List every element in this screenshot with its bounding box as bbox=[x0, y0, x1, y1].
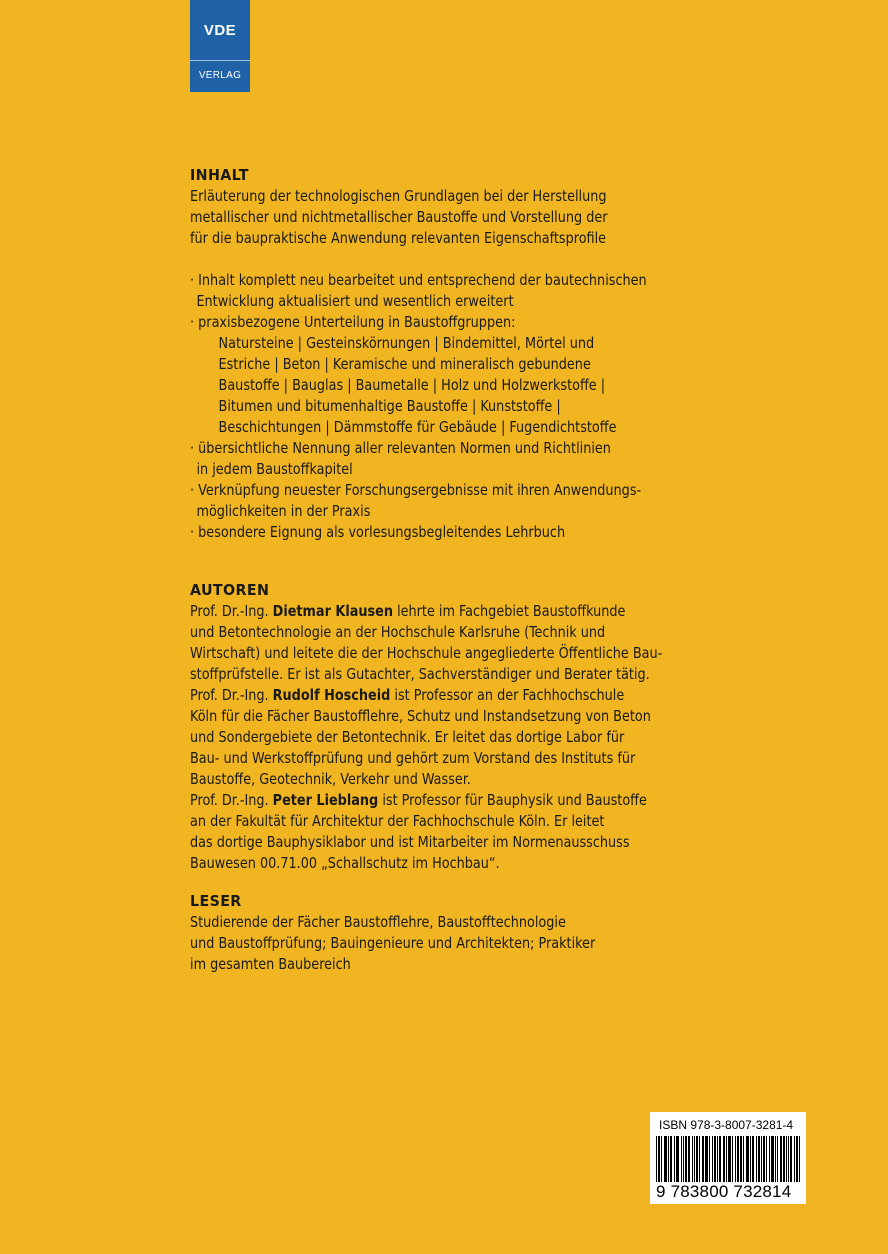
leser-section bbox=[190, 891, 750, 975]
barcode-bar bbox=[788, 1136, 789, 1182]
author-name: Peter Lieblang bbox=[272, 791, 379, 809]
barcode-bar bbox=[692, 1136, 693, 1182]
barcode-bar bbox=[702, 1136, 703, 1182]
publisher-logo bbox=[190, 0, 250, 92]
bullet-line: in jedem Baustoffkapitel bbox=[196, 460, 353, 478]
barcode-bar bbox=[732, 1136, 733, 1182]
barcode-bar bbox=[763, 1136, 764, 1182]
bullet-line: möglichkeiten in der Praxis bbox=[196, 502, 371, 520]
barcode-bar bbox=[786, 1136, 787, 1182]
barcode-bar bbox=[750, 1136, 751, 1182]
barcode-bar bbox=[676, 1136, 677, 1182]
inhalt-heading: INHALT bbox=[190, 166, 249, 184]
inhalt-intro-line: metallischer und nichtmetallischer Baustoffe und Vorstellung der bbox=[190, 208, 608, 226]
barcode-bar bbox=[771, 1136, 772, 1182]
barcode-bar bbox=[737, 1136, 738, 1182]
barcode-bar bbox=[738, 1136, 739, 1182]
author-text-line: und Sondergebiete der Betontechnik. Er leitet das dortige Labor für bbox=[190, 728, 625, 746]
barcode-bar bbox=[769, 1136, 770, 1182]
barcode-bar bbox=[678, 1136, 679, 1182]
barcode-bar bbox=[752, 1136, 753, 1182]
barcode-bar bbox=[799, 1136, 800, 1182]
barcode-bar bbox=[659, 1136, 660, 1182]
barcode-bar bbox=[668, 1136, 669, 1182]
author-text-line: stoffprüfstelle. Er ist als Gutachter, Sachverständiger und Berater tätig. bbox=[190, 665, 650, 683]
author-text-line: an der Fakultät für Architektur der Fachhochschule Köln. Er leitet bbox=[190, 812, 605, 830]
barcode-bar bbox=[707, 1136, 708, 1182]
bullet-line: · besondere Eignung als vorlesungsbegleitendes Lehrbuch bbox=[190, 523, 566, 541]
barcode-bar bbox=[781, 1136, 782, 1182]
barcode-bar bbox=[794, 1136, 795, 1182]
barcode-bar bbox=[720, 1136, 721, 1182]
barcode-bar bbox=[761, 1136, 762, 1182]
barcode-bar bbox=[796, 1136, 797, 1182]
author-3-line bbox=[190, 790, 705, 811]
barcode-bar bbox=[775, 1136, 776, 1182]
barcode-bar bbox=[686, 1136, 687, 1182]
author-title: Prof. Dr.-Ing. bbox=[190, 602, 273, 620]
barcode-bar bbox=[699, 1136, 700, 1182]
barcode-bar bbox=[766, 1136, 767, 1182]
author-text: ist Professor an der Fachhochschule bbox=[390, 686, 625, 704]
barcode-bar bbox=[759, 1136, 760, 1182]
inhalt-section bbox=[190, 165, 750, 543]
barcode-bar bbox=[729, 1136, 730, 1182]
barcode-bar bbox=[784, 1136, 785, 1182]
author-2-line bbox=[190, 685, 705, 706]
barcode-bar bbox=[724, 1136, 725, 1182]
barcode-bar bbox=[705, 1136, 706, 1182]
barcode-bar bbox=[735, 1136, 736, 1182]
barcode-bar bbox=[656, 1136, 657, 1182]
barcode-bar bbox=[756, 1136, 757, 1182]
isbn-barcode-box bbox=[650, 1112, 806, 1204]
barcode-bar bbox=[703, 1136, 704, 1182]
barcode-bar bbox=[706, 1136, 707, 1182]
barcode-bar bbox=[671, 1136, 672, 1182]
author-text-line: Bau- und Werkstoffprüfung und gehört zum Vorstand des Instituts für bbox=[190, 749, 636, 767]
logo-brand: VDE bbox=[203, 22, 237, 39]
barcode-bar bbox=[709, 1136, 710, 1182]
barcode-bar bbox=[790, 1136, 791, 1182]
autoren-section bbox=[190, 580, 750, 874]
barcode-bar bbox=[740, 1136, 741, 1182]
barcode-bar bbox=[664, 1136, 665, 1182]
barcode-bar bbox=[748, 1136, 749, 1182]
inhalt-intro-line: für die baupraktische Anwendung relevanten Eigenschaftsprofile bbox=[190, 229, 607, 247]
barcode-icon bbox=[656, 1136, 800, 1182]
leser-heading: LESER bbox=[190, 892, 242, 910]
barcode-bar bbox=[697, 1136, 698, 1182]
bullet-line: Entwicklung aktualisiert und wesentlich erweitert bbox=[196, 292, 514, 310]
author-text-line: das dortige Bauphysiklabor und ist Mitarbeiter im Normenausschuss bbox=[190, 833, 630, 851]
bullet-line: · Verknüpfung neuester Forschungsergebnisse mit ihren Anwendungs- bbox=[190, 481, 642, 499]
author-text-line: Wirtschaft) und leitete die der Hochschule angegliederte Öffentliche Bau- bbox=[190, 644, 663, 662]
barcode-bar bbox=[791, 1136, 792, 1182]
barcode-bar bbox=[743, 1136, 744, 1182]
bullet-line: · praxisbezogene Unterteilung in Baustoffgruppen: bbox=[190, 313, 516, 331]
author-text: ist Professor für Bauphysik und Baustoffe bbox=[378, 791, 647, 809]
barcode-bar bbox=[783, 1136, 784, 1182]
author-title: Prof. Dr.-Ing. bbox=[190, 791, 273, 809]
barcode-bar bbox=[780, 1136, 781, 1182]
bullet-line: · übersichtliche Nennung aller relevanten Normen und Richtlinien bbox=[190, 439, 611, 457]
leser-line: im gesamten Baubereich bbox=[190, 955, 351, 973]
barcode-bar bbox=[666, 1136, 667, 1182]
bullet-line: Baustoffe | Bauglas | Baumetalle | Holz und Holzwerkstoffe | bbox=[218, 376, 606, 394]
inhalt-intro-line: Erläuterung der technologischen Grundlagen bei der Herstellung bbox=[190, 187, 607, 205]
bullet-line: Natursteine | Gesteinskörnungen | Bindemittel, Mörtel und bbox=[218, 334, 595, 352]
author-text-line: Köln für die Fächer Baustofflehre, Schutz und Instandsetzung von Beton bbox=[190, 707, 651, 725]
barcode-bar bbox=[723, 1136, 724, 1182]
barcode-bar bbox=[670, 1136, 671, 1182]
barcode-bar bbox=[683, 1136, 684, 1182]
autoren-heading: AUTOREN bbox=[190, 581, 270, 599]
barcode-bar bbox=[688, 1136, 689, 1182]
bullet-line: Bitumen und bitumenhaltige Baustoffe | Kunststoffe | bbox=[218, 397, 561, 415]
barcode-bar bbox=[689, 1136, 690, 1182]
author-text-line: Baustoffe, Geotechnik, Verkehr und Wasser. bbox=[190, 770, 471, 788]
barcode-bar bbox=[677, 1136, 678, 1182]
barcode-bar bbox=[665, 1136, 666, 1182]
barcode-bar bbox=[726, 1136, 727, 1182]
barcode-bar bbox=[777, 1136, 778, 1182]
barcode-bar bbox=[681, 1136, 682, 1182]
barcode-bar bbox=[717, 1136, 718, 1182]
barcode-bar bbox=[741, 1136, 742, 1182]
barcode-bar bbox=[696, 1136, 697, 1182]
logo-divider bbox=[190, 60, 250, 61]
author-title: Prof. Dr.-Ing. bbox=[190, 686, 273, 704]
barcode-bar bbox=[773, 1136, 774, 1182]
barcode-bar bbox=[719, 1136, 720, 1182]
barcode-bar bbox=[674, 1136, 675, 1182]
barcode-bar bbox=[715, 1136, 716, 1182]
barcode-bar bbox=[764, 1136, 765, 1182]
logo-sub: VERLAG bbox=[198, 70, 242, 81]
author-text: lehrte im Fachgebiet Baustoffkunde bbox=[392, 602, 626, 620]
barcode-bar bbox=[728, 1136, 729, 1182]
barcode-bar bbox=[730, 1136, 731, 1182]
barcode-bar bbox=[772, 1136, 773, 1182]
isbn-digits: 9 783800 732814 bbox=[656, 1182, 792, 1201]
barcode-bar bbox=[712, 1136, 713, 1182]
bullet-line: Estriche | Beton | Keramische und mineralisch gebundene bbox=[218, 355, 591, 373]
leser-line: Studierende der Fächer Baustofflehre, Baustofftechnologie bbox=[190, 913, 566, 931]
leser-line: und Baustoffprüfung; Bauingenieure und Architekten; Praktiker bbox=[190, 934, 596, 952]
barcode-bar bbox=[753, 1136, 754, 1182]
barcode-bar bbox=[658, 1136, 659, 1182]
author-name: Rudolf Hoscheid bbox=[272, 686, 391, 704]
author-text-line: und Betontechnologie an der Hochschule Karlsruhe (Technik und bbox=[190, 623, 606, 641]
barcode-bar bbox=[758, 1136, 759, 1182]
bullet-line: Beschichtungen | Dämmstoffe für Gebäude | Fugendichtstoffe bbox=[218, 418, 617, 436]
barcode-bar bbox=[694, 1136, 695, 1182]
barcode-bar bbox=[661, 1136, 662, 1182]
barcode-bar bbox=[746, 1136, 747, 1182]
barcode-bar bbox=[685, 1136, 686, 1182]
barcode-bar bbox=[747, 1136, 748, 1182]
isbn-label: ISBN 978-3-8007-3281-4 bbox=[659, 1118, 794, 1132]
barcode-bar bbox=[714, 1136, 715, 1182]
author-text-line: Bauwesen 00.71.00 „Schallschutz im Hochbau“. bbox=[190, 854, 500, 872]
author-name: Dietmar Klausen bbox=[272, 602, 393, 620]
author-1-line bbox=[190, 601, 705, 622]
barcode-bar bbox=[797, 1136, 798, 1182]
bullet-line: · Inhalt komplett neu bearbeitet und entsprechend der bautechnischen bbox=[190, 271, 647, 289]
